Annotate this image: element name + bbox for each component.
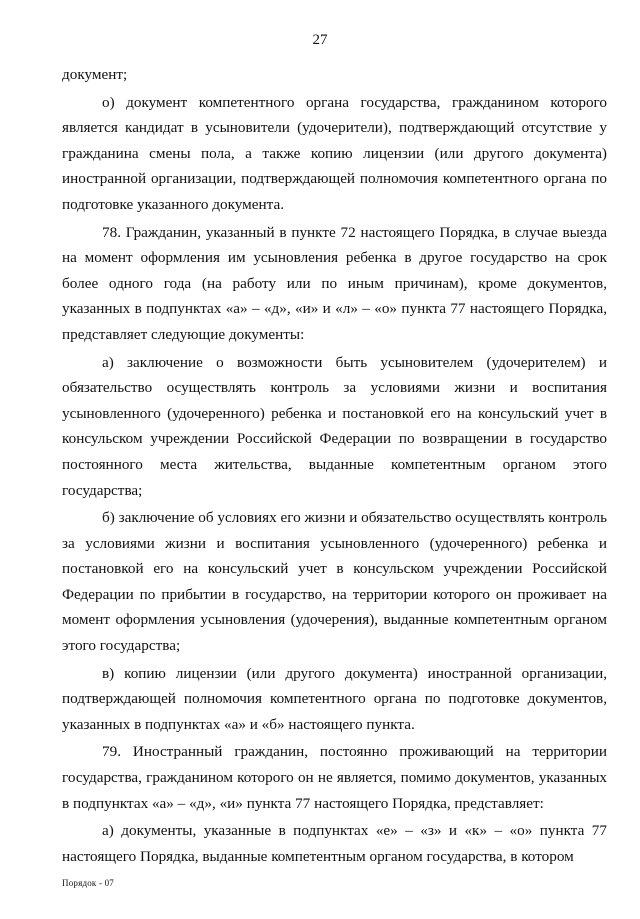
footer-label: Порядок - 07 [62,878,114,888]
paragraph-clause-79-item-a: а) документы, указанные в подпунктах «е» – «з» и «к» – «о» пункта 77 настоящего Порядка, выданные компетентным органом государства, в котором [62,822,607,865]
paragraph-continuation: документ; [62,66,128,83]
page-number: 27 [312,32,328,48]
paragraph-item-a: а) заключение о возможности быть усыновителем (удочерителем) и обязательство осуществлять контроль за условиями жизни и воспитания усыновленного (удочеренного) ребенка и постановкой его на консульский учет в консульском учреждении Российской Федерации по возвращении в государство постоянного места жительства, выданные компетентным органом этого государства; [62,353,607,499]
paragraph-item-b: б) заключение об условиях его жизни и обязательство осуществлять контроль за условиями жизни и воспитания усыновленного (удочеренного) ребенка и постановкой его на консульский учет в консульском учреждении Российской Федерации по прибытии в государство, на территории которого он проживает на момент оформления усыновления (удочерения), выданные компетентным органом этого государства; [62,509,607,655]
paragraph-item-v: в) копию лицензии (или другого документа) иностранной организации, подтверждающей полномочия компетентного органа по подготовке документов, указанных в подпунктах «а» и «б» настоящего пункта. [62,664,607,733]
paragraph-clause-78: 78. Гражданин, указанный в пункте 72 настоящего Порядка, в случае выезда на момент оформления им усыновления ребенка в другое государство на срок более одного года (на работу или по иным причинам), кроме документов, указанных в подпунктах «а» – «д», «и» и «л» – «о» пункта 77 настоящего Порядка, представляет следующие документы: [62,223,607,343]
paragraph-clause-79: 79. Иностранный гражданин, постоянно проживающий на территории государства, гражданином которого он не является, помимо документов, указанных в подпунктах «а» – «д», «и» пункта 77 настоящего Порядка, представляет: [62,743,607,812]
paragraph-item-o: о) документ компетентного органа государства, гражданином которого является кандидат в усыновители (удочерители), подтверждающий отсутствие у гражданина смены пола, а также копию лицензии (или другого документа) иностранной организации, подтверждающей полномочия компетентного органа по подготовке указанного документа. [62,93,607,213]
document-body [62,62,607,871]
